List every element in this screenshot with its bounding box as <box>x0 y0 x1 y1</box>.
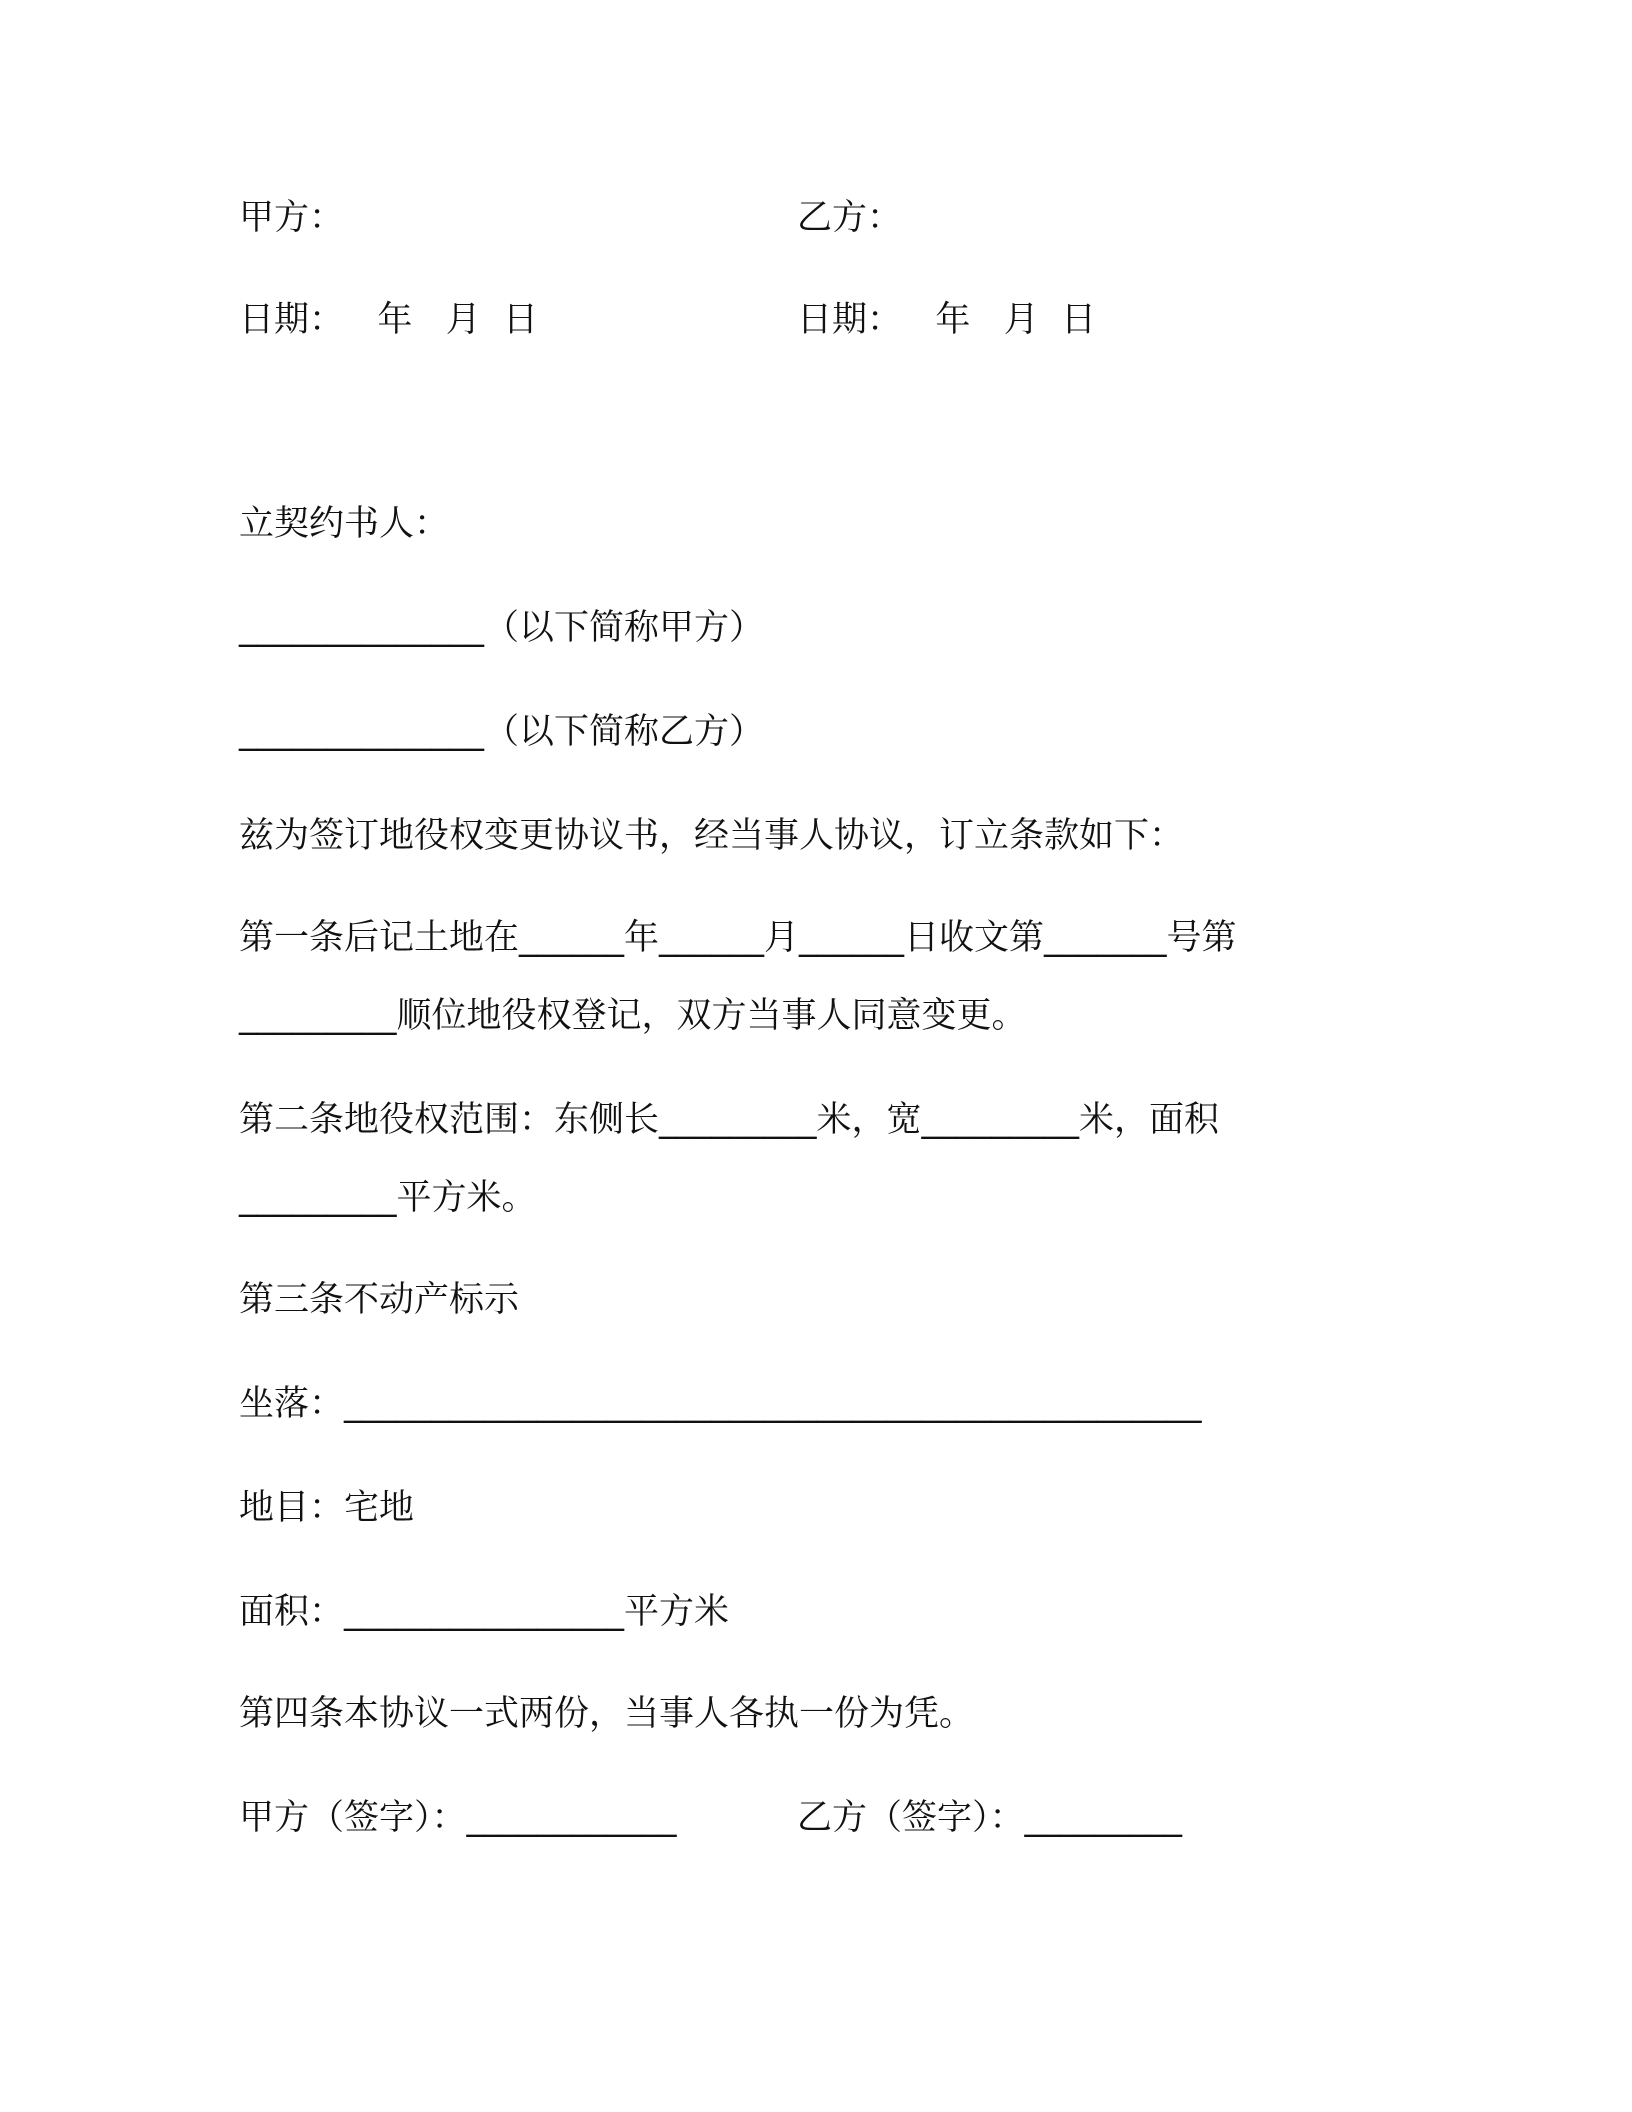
article-1-line-1: 第一条后记土地在______年______月______日收文第_______号第 <box>239 918 1237 958</box>
article-2-line-2: _________平方米。 <box>239 1178 537 1218</box>
signers-title: 立契约书人： <box>239 504 450 544</box>
party-a-line: ______________（以下简称甲方） <box>239 608 765 648</box>
article-4: 第四条本协议一式两份，当事人各执一份为凭。 <box>239 1694 975 1734</box>
land-type: 地目：宅地 <box>239 1488 415 1528</box>
party-a-label: 甲方： <box>239 198 345 238</box>
location-field: 坐落：_________________________________________________ <box>239 1384 1202 1424</box>
sign-b: 乙方（签字）：_________ <box>797 1798 1183 1838</box>
date-b: 日期： 年 月 日 <box>797 300 1097 340</box>
party-b-line: ______________（以下简称乙方） <box>239 712 765 752</box>
article-1-line-2: _________顺位地役权登记，双方当事人同意变更。 <box>239 996 1027 1036</box>
article-3-title: 第三条不动产标示 <box>239 1280 520 1320</box>
date-a: 日期： 年 月 日 <box>239 300 539 340</box>
sign-a: 甲方（签字）：____________ <box>239 1798 677 1838</box>
party-b-label: 乙方： <box>797 198 903 238</box>
area-field: 面积：________________平方米 <box>239 1592 730 1632</box>
intro-text: 兹为签订地役权变更协议书，经当事人协议，订立条款如下： <box>239 816 1185 856</box>
article-2-line-1: 第二条地役权范围：东侧长_________米，宽_________米，面积 <box>239 1100 1220 1140</box>
